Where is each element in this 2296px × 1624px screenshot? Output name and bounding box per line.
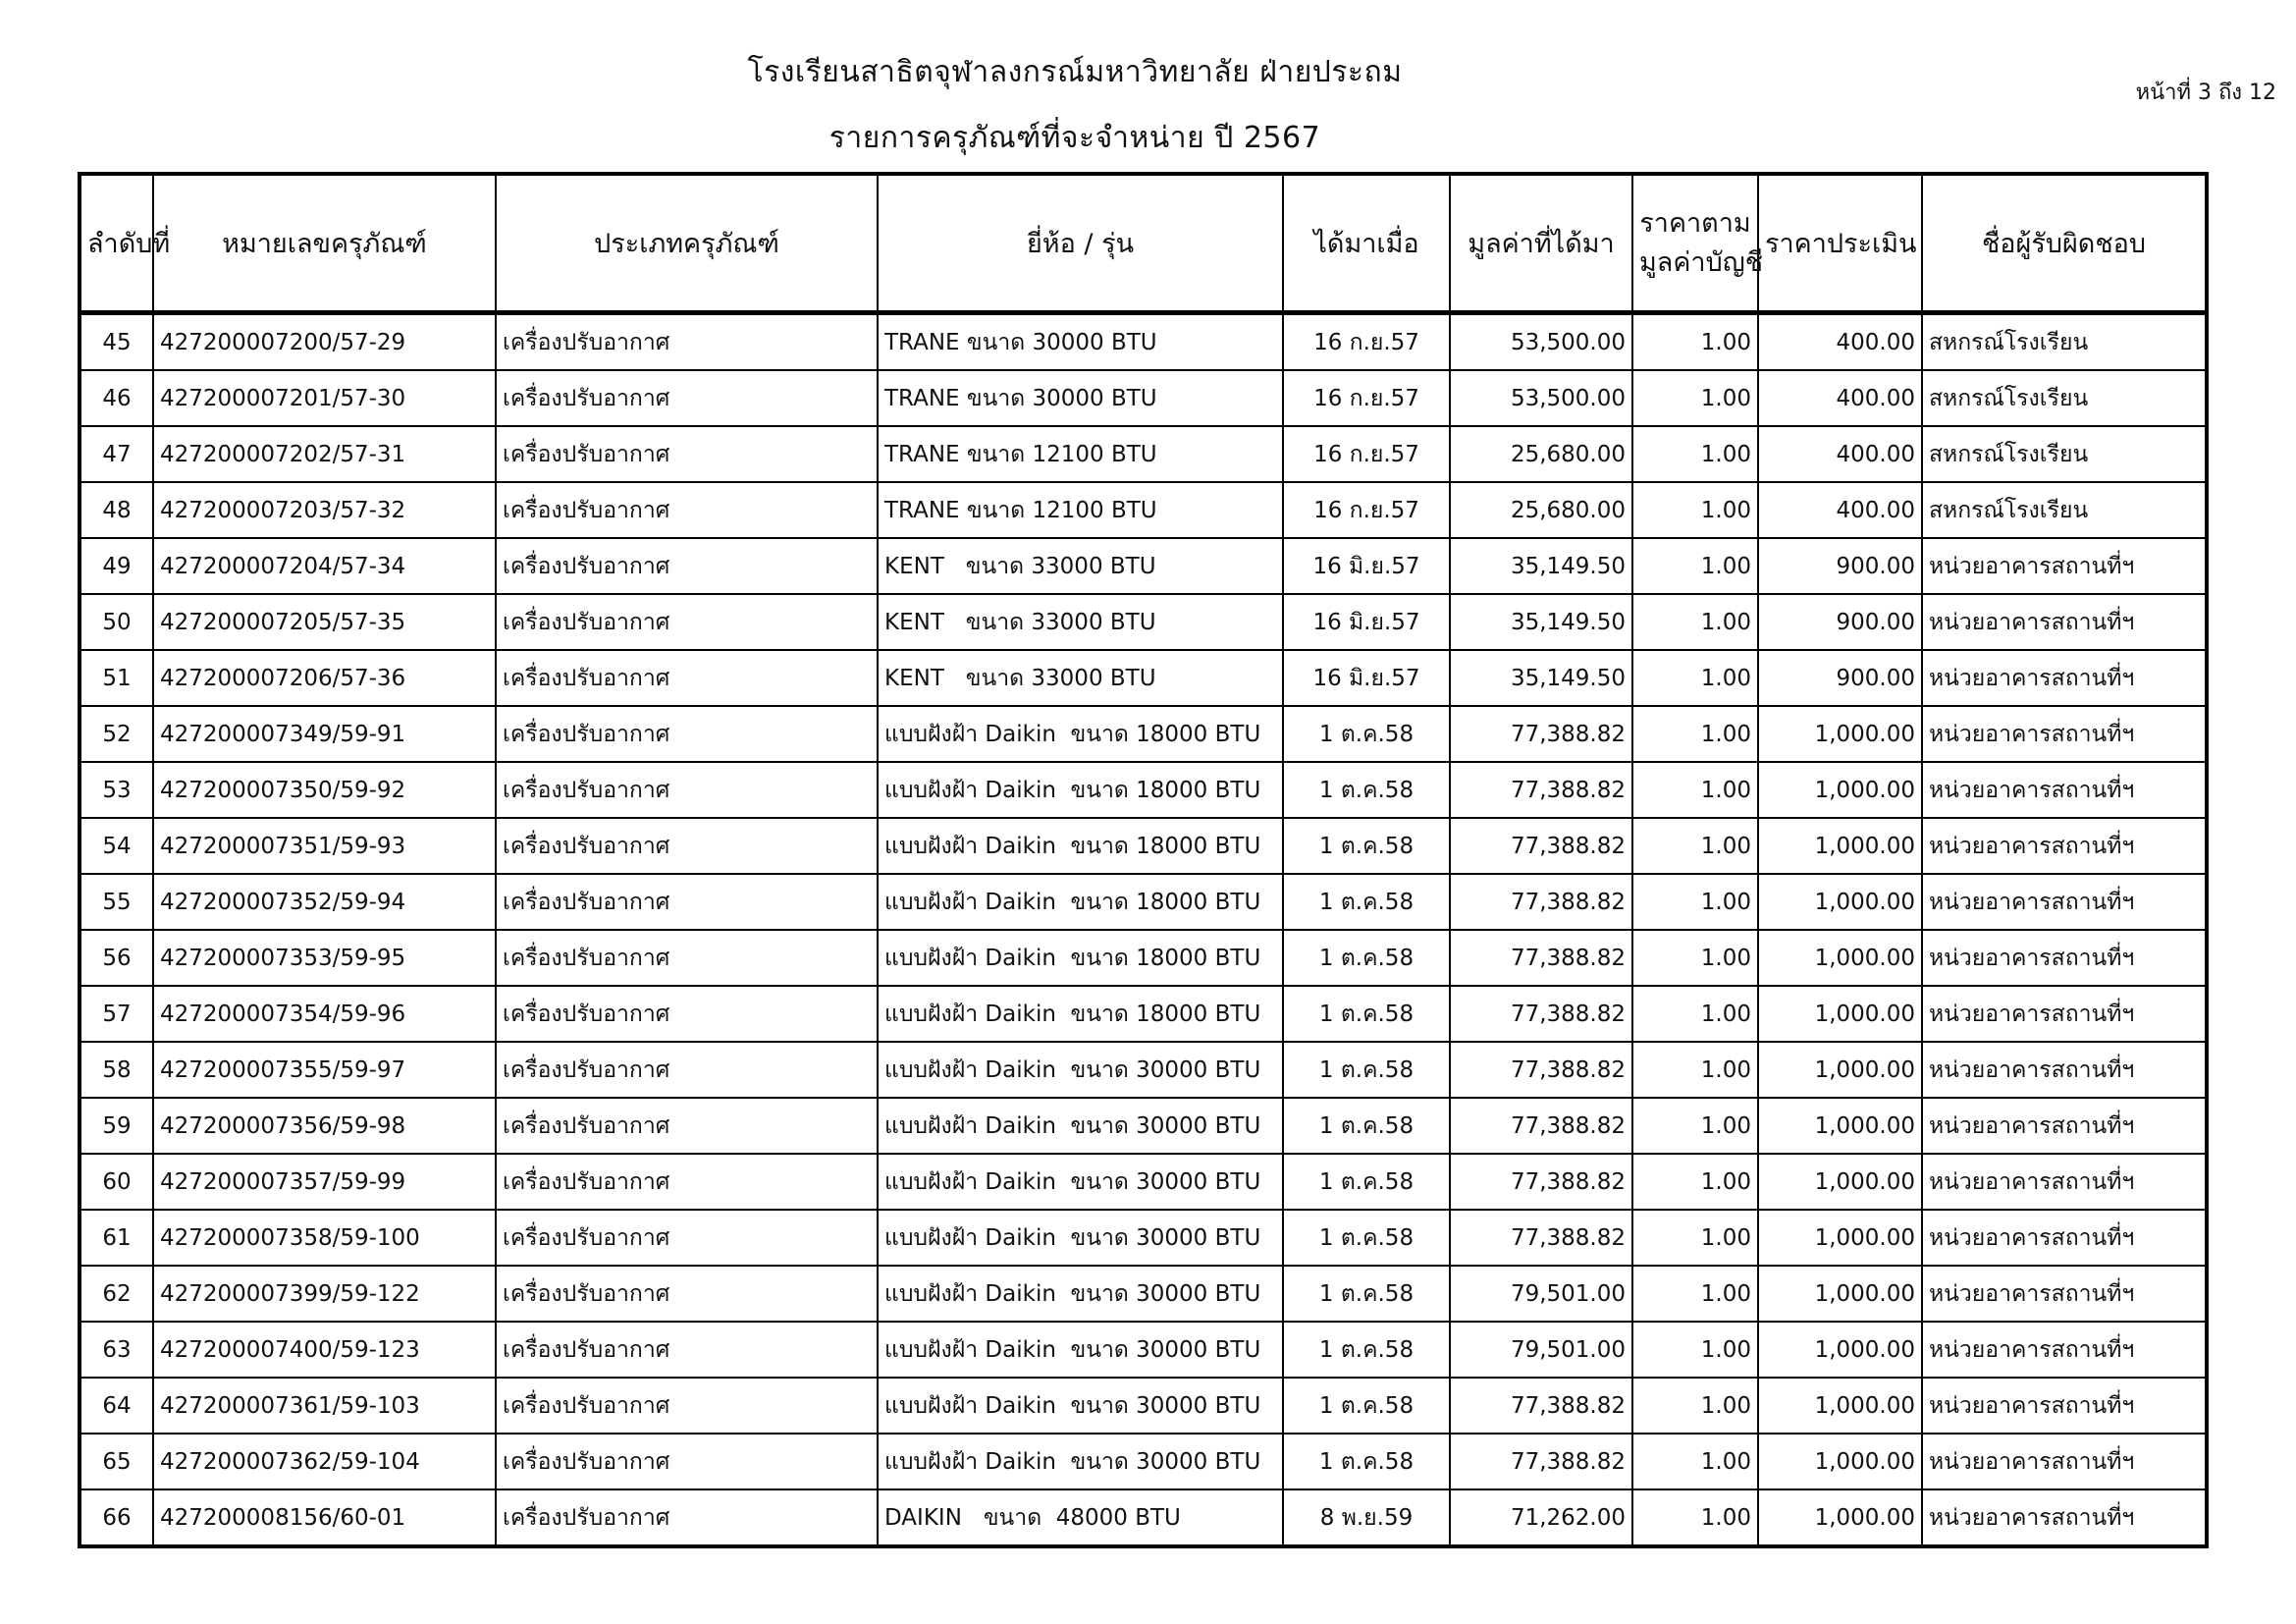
cell-book-price: 1.00 (1632, 1154, 1758, 1210)
cell-estimate: 1,000.00 (1758, 1378, 1922, 1434)
table-row (80, 874, 2207, 930)
cell-responsible: หน่วยอาคารสถานที่ฯ (1922, 1210, 2207, 1266)
cell-responsible: สหกรณ์โรงเรียน (1922, 482, 2207, 538)
cell-asset-number: 427200007358/59-100 (153, 1210, 496, 1266)
cell-asset-number: 427200007201/57-30 (153, 370, 496, 426)
cell-estimate: 400.00 (1758, 482, 1922, 538)
cell-no: 48 (80, 482, 153, 538)
cell-book-price: 1.00 (1632, 482, 1758, 538)
cell-no: 61 (80, 1210, 153, 1266)
cell-brand: แบบฝังฝ้า Daikin ขนาด 30000 BTU (878, 1210, 1283, 1266)
cell-estimate: 400.00 (1758, 313, 1922, 371)
cell-value: 25,680.00 (1450, 482, 1632, 538)
cell-asset-number: 427200007204/57-34 (153, 538, 496, 594)
cell-no: 49 (80, 538, 153, 594)
cell-value: 77,388.82 (1450, 874, 1632, 930)
cell-no: 54 (80, 818, 153, 874)
table-row (80, 986, 2207, 1042)
col-header-no: ลำดับที่ (80, 174, 153, 313)
cell-responsible: หน่วยอาคารสถานที่ฯ (1922, 1042, 2207, 1098)
cell-estimate: 1,000.00 (1758, 1154, 1922, 1210)
cell-type: เครื่องปรับอากาศ (496, 650, 878, 706)
cell-acquired: 16 ก.ย.57 (1283, 370, 1450, 426)
cell-responsible: หน่วยอาคารสถานที่ฯ (1922, 762, 2207, 818)
cell-value: 77,388.82 (1450, 1098, 1632, 1154)
table-row (80, 1266, 2207, 1322)
col-header-book-price-line1: ราคาตาม (1639, 207, 1751, 239)
cell-type: เครื่องปรับอากาศ (496, 1322, 878, 1378)
cell-value: 53,500.00 (1450, 370, 1632, 426)
cell-brand: แบบฝังฝ้า Daikin ขนาด 18000 BTU (878, 930, 1283, 986)
cell-type: เครื่องปรับอากาศ (496, 1266, 878, 1322)
col-header-responsible: ชื่อผู้รับผิดชอบ (1922, 174, 2207, 313)
cell-type: เครื่องปรับอากาศ (496, 1434, 878, 1489)
cell-acquired: 16 ก.ย.57 (1283, 426, 1450, 482)
cell-type: เครื่องปรับอากาศ (496, 1489, 878, 1546)
cell-value: 77,388.82 (1450, 762, 1632, 818)
cell-responsible: หน่วยอาคารสถานที่ฯ (1922, 538, 2207, 594)
cell-asset-number: 427200007203/57-32 (153, 482, 496, 538)
table-row (80, 1154, 2207, 1210)
cell-book-price: 1.00 (1632, 1378, 1758, 1434)
cell-brand: แบบฝังฝ้า Daikin ขนาด 30000 BTU (878, 1098, 1283, 1154)
cell-no: 66 (80, 1489, 153, 1546)
table-row (80, 482, 2207, 538)
cell-book-price: 1.00 (1632, 930, 1758, 986)
cell-brand: KENT ขนาด 33000 BTU (878, 650, 1283, 706)
cell-acquired: 16 มิ.ย.57 (1283, 594, 1450, 650)
cell-book-price: 1.00 (1632, 1098, 1758, 1154)
cell-asset-number: 427200007399/59-122 (153, 1266, 496, 1322)
cell-asset-number: 427200007205/57-35 (153, 594, 496, 650)
cell-acquired: 16 ก.ย.57 (1283, 313, 1450, 371)
cell-no: 47 (80, 426, 153, 482)
cell-type: เครื่องปรับอากาศ (496, 313, 878, 371)
cell-brand: แบบฝังฝ้า Daikin ขนาด 18000 BTU (878, 874, 1283, 930)
cell-asset-number: 427200007361/59-103 (153, 1378, 496, 1434)
cell-type: เครื่องปรับอากาศ (496, 1042, 878, 1098)
cell-responsible: สหกรณ์โรงเรียน (1922, 313, 2207, 371)
cell-book-price: 1.00 (1632, 1322, 1758, 1378)
cell-estimate: 1,000.00 (1758, 818, 1922, 874)
cell-brand: DAIKIN ขนาด 48000 BTU (878, 1489, 1283, 1546)
cell-book-price: 1.00 (1632, 594, 1758, 650)
cell-value: 35,149.50 (1450, 538, 1632, 594)
cell-no: 60 (80, 1154, 153, 1210)
col-header-estimate: ราคาประเมิน (1758, 174, 1922, 313)
cell-estimate: 400.00 (1758, 426, 1922, 482)
cell-book-price: 1.00 (1632, 1266, 1758, 1322)
cell-value: 77,388.82 (1450, 1434, 1632, 1489)
cell-responsible: หน่วยอาคารสถานที่ฯ (1922, 1266, 2207, 1322)
cell-responsible: หน่วยอาคารสถานที่ฯ (1922, 1322, 2207, 1378)
document-title: โรงเรียนสาธิตจุฬาลงกรณ์มหาวิทยาลัย ฝ่ายประถม (747, 55, 1403, 89)
cell-acquired: 1 ต.ค.58 (1283, 1378, 1450, 1434)
cell-estimate: 1,000.00 (1758, 1266, 1922, 1322)
cell-acquired: 1 ต.ค.58 (1283, 1322, 1450, 1378)
cell-book-price: 1.00 (1632, 313, 1758, 371)
cell-estimate: 1,000.00 (1758, 1098, 1922, 1154)
cell-value: 79,501.00 (1450, 1322, 1632, 1378)
cell-acquired: 8 พ.ย.59 (1283, 1489, 1450, 1546)
cell-acquired: 1 ต.ค.58 (1283, 818, 1450, 874)
cell-asset-number: 427200007200/57-29 (153, 313, 496, 371)
cell-estimate: 1,000.00 (1758, 1042, 1922, 1098)
cell-brand: KENT ขนาด 33000 BTU (878, 538, 1283, 594)
cell-value: 77,388.82 (1450, 1210, 1632, 1266)
cell-responsible: สหกรณ์โรงเรียน (1922, 370, 2207, 426)
cell-book-price: 1.00 (1632, 986, 1758, 1042)
cell-asset-number: 427200008156/60-01 (153, 1489, 496, 1546)
cell-type: เครื่องปรับอากาศ (496, 482, 878, 538)
cell-no: 45 (80, 313, 153, 371)
col-header-type: ประเภทครุภัณฑ์ (496, 174, 878, 313)
cell-responsible: หน่วยอาคารสถานที่ฯ (1922, 818, 2207, 874)
cell-asset-number: 427200007353/59-95 (153, 930, 496, 986)
cell-asset-number: 427200007354/59-96 (153, 986, 496, 1042)
table-row (80, 1042, 2207, 1098)
cell-brand: TRANE ขนาด 30000 BTU (878, 370, 1283, 426)
asset-disposal-table (78, 172, 2209, 1548)
cell-value: 53,500.00 (1450, 313, 1632, 371)
table-row (80, 1210, 2207, 1266)
cell-type: เครื่องปรับอากาศ (496, 538, 878, 594)
cell-type: เครื่องปรับอากาศ (496, 986, 878, 1042)
cell-responsible: หน่วยอาคารสถานที่ฯ (1922, 1098, 2207, 1154)
col-header-book-price (1632, 174, 1764, 313)
cell-responsible: หน่วยอาคารสถานที่ฯ (1922, 874, 2207, 930)
cell-no: 52 (80, 706, 153, 762)
cell-no: 46 (80, 370, 153, 426)
table-row (80, 538, 2207, 594)
cell-acquired: 1 ต.ค.58 (1283, 1098, 1450, 1154)
cell-book-price: 1.00 (1632, 818, 1758, 874)
table-row (80, 426, 2207, 482)
cell-value: 79,501.00 (1450, 1266, 1632, 1322)
cell-acquired: 1 ต.ค.58 (1283, 762, 1450, 818)
cell-estimate: 400.00 (1758, 370, 1922, 426)
table-row (80, 1489, 2207, 1546)
cell-no: 58 (80, 1042, 153, 1098)
cell-value: 71,262.00 (1450, 1489, 1632, 1546)
cell-book-price: 1.00 (1632, 1434, 1758, 1489)
cell-book-price: 1.00 (1632, 874, 1758, 930)
cell-book-price: 1.00 (1632, 706, 1758, 762)
cell-book-price: 1.00 (1632, 1042, 1758, 1098)
table-row (80, 594, 2207, 650)
cell-brand: แบบฝังฝ้า Daikin ขนาด 18000 BTU (878, 706, 1283, 762)
cell-no: 59 (80, 1098, 153, 1154)
cell-asset-number: 427200007357/59-99 (153, 1154, 496, 1210)
table-header-row (80, 174, 2207, 313)
cell-acquired: 1 ต.ค.58 (1283, 1266, 1450, 1322)
cell-estimate: 1,000.00 (1758, 762, 1922, 818)
cell-type: เครื่องปรับอากาศ (496, 1210, 878, 1266)
cell-type: เครื่องปรับอากาศ (496, 1378, 878, 1434)
table-row (80, 1322, 2207, 1378)
cell-no: 55 (80, 874, 153, 930)
cell-asset-number: 427200007356/59-98 (153, 1098, 496, 1154)
table-row (80, 930, 2207, 986)
cell-responsible: หน่วยอาคารสถานที่ฯ (1922, 1378, 2207, 1434)
cell-book-price: 1.00 (1632, 762, 1758, 818)
cell-estimate: 1,000.00 (1758, 1489, 1922, 1546)
cell-estimate: 1,000.00 (1758, 1322, 1922, 1378)
table-row (80, 313, 2207, 371)
document-subtitle: รายการครุภัณฑ์ที่จะจำหน่าย ปี 2567 (828, 121, 1321, 155)
cell-asset-number: 427200007351/59-93 (153, 818, 496, 874)
cell-brand: TRANE ขนาด 30000 BTU (878, 313, 1283, 371)
cell-responsible: หน่วยอาคารสถานที่ฯ (1922, 650, 2207, 706)
col-header-brand: ยี่ห้อ / รุ่น (878, 174, 1283, 313)
cell-acquired: 16 ก.ย.57 (1283, 482, 1450, 538)
cell-asset-number: 427200007349/59-91 (153, 706, 496, 762)
cell-no: 63 (80, 1322, 153, 1378)
cell-book-price: 1.00 (1632, 370, 1758, 426)
cell-brand: KENT ขนาด 33000 BTU (878, 594, 1283, 650)
cell-type: เครื่องปรับอากาศ (496, 370, 878, 426)
cell-value: 77,388.82 (1450, 986, 1632, 1042)
cell-asset-number: 427200007352/59-94 (153, 874, 496, 930)
table-row (80, 1098, 2207, 1154)
cell-book-price: 1.00 (1632, 1210, 1758, 1266)
cell-value: 77,388.82 (1450, 706, 1632, 762)
cell-no: 50 (80, 594, 153, 650)
cell-type: เครื่องปรับอากาศ (496, 1154, 878, 1210)
cell-asset-number: 427200007350/59-92 (153, 762, 496, 818)
cell-book-price: 1.00 (1632, 650, 1758, 706)
cell-asset-number: 427200007202/57-31 (153, 426, 496, 482)
cell-acquired: 1 ต.ค.58 (1283, 1042, 1450, 1098)
cell-book-price: 1.00 (1632, 1489, 1758, 1546)
col-header-acquired: ได้มาเมื่อ (1283, 174, 1450, 313)
table-row (80, 818, 2207, 874)
table-row (80, 650, 2207, 706)
cell-no: 53 (80, 762, 153, 818)
cell-value: 77,388.82 (1450, 930, 1632, 986)
cell-type: เครื่องปรับอากาศ (496, 706, 878, 762)
cell-brand: TRANE ขนาด 12100 BTU (878, 426, 1283, 482)
cell-estimate: 1,000.00 (1758, 874, 1922, 930)
cell-brand: แบบฝังฝ้า Daikin ขนาด 18000 BTU (878, 762, 1283, 818)
cell-type: เครื่องปรับอากาศ (496, 1098, 878, 1154)
cell-acquired: 1 ต.ค.58 (1283, 1210, 1450, 1266)
cell-value: 35,149.50 (1450, 650, 1632, 706)
cell-brand: แบบฝังฝ้า Daikin ขนาด 30000 BTU (878, 1434, 1283, 1489)
cell-asset-number: 427200007206/57-36 (153, 650, 496, 706)
cell-type: เครื่องปรับอากาศ (496, 762, 878, 818)
cell-responsible: หน่วยอาคารสถานที่ฯ (1922, 594, 2207, 650)
cell-no: 51 (80, 650, 153, 706)
col-header-book-price-line2: มูลค่าบัญชี (1639, 246, 1764, 278)
cell-brand: แบบฝังฝ้า Daikin ขนาด 30000 BTU (878, 1378, 1283, 1434)
cell-no: 56 (80, 930, 153, 986)
col-header-value: มูลค่าที่ได้มา (1450, 174, 1632, 313)
cell-value: 77,388.82 (1450, 818, 1632, 874)
cell-asset-number: 427200007355/59-97 (153, 1042, 496, 1098)
cell-asset-number: 427200007400/59-123 (153, 1322, 496, 1378)
cell-responsible: สหกรณ์โรงเรียน (1922, 426, 2207, 482)
cell-acquired: 1 ต.ค.58 (1283, 1434, 1450, 1489)
table-row (80, 370, 2207, 426)
col-header-asset-number: หมายเลขครุภัณฑ์ (153, 174, 496, 313)
cell-responsible: หน่วยอาคารสถานที่ฯ (1922, 1434, 2207, 1489)
cell-brand: แบบฝังฝ้า Daikin ขนาด 18000 BTU (878, 818, 1283, 874)
cell-asset-number: 427200007362/59-104 (153, 1434, 496, 1489)
table-row (80, 706, 2207, 762)
cell-acquired: 1 ต.ค.58 (1283, 1154, 1450, 1210)
cell-type: เครื่องปรับอากาศ (496, 426, 878, 482)
cell-brand: แบบฝังฝ้า Daikin ขนาด 30000 BTU (878, 1154, 1283, 1210)
cell-no: 62 (80, 1266, 153, 1322)
cell-acquired: 1 ต.ค.58 (1283, 930, 1450, 986)
cell-estimate: 900.00 (1758, 594, 1922, 650)
page-indicator: หน้าที่ 3 ถึง 12 (2135, 81, 2276, 105)
cell-estimate: 1,000.00 (1758, 930, 1922, 986)
cell-estimate: 1,000.00 (1758, 706, 1922, 762)
cell-book-price: 1.00 (1632, 426, 1758, 482)
cell-value: 35,149.50 (1450, 594, 1632, 650)
table-row (80, 762, 2207, 818)
cell-responsible: หน่วยอาคารสถานที่ฯ (1922, 986, 2207, 1042)
cell-acquired: 16 มิ.ย.57 (1283, 650, 1450, 706)
cell-acquired: 16 มิ.ย.57 (1283, 538, 1450, 594)
cell-brand: แบบฝังฝ้า Daikin ขนาด 30000 BTU (878, 1322, 1283, 1378)
cell-brand: TRANE ขนาด 12100 BTU (878, 482, 1283, 538)
cell-type: เครื่องปรับอากาศ (496, 874, 878, 930)
cell-type: เครื่องปรับอากาศ (496, 930, 878, 986)
cell-acquired: 1 ต.ค.58 (1283, 874, 1450, 930)
cell-responsible: หน่วยอาคารสถานที่ฯ (1922, 1154, 2207, 1210)
cell-brand: แบบฝังฝ้า Daikin ขนาด 18000 BTU (878, 986, 1283, 1042)
cell-estimate: 900.00 (1758, 538, 1922, 594)
cell-estimate: 1,000.00 (1758, 1210, 1922, 1266)
cell-value: 77,388.82 (1450, 1154, 1632, 1210)
cell-responsible: หน่วยอาคารสถานที่ฯ (1922, 930, 2207, 986)
cell-brand: แบบฝังฝ้า Daikin ขนาด 30000 BTU (878, 1266, 1283, 1322)
cell-acquired: 1 ต.ค.58 (1283, 706, 1450, 762)
cell-estimate: 900.00 (1758, 650, 1922, 706)
table-row (80, 1378, 2207, 1434)
cell-no: 65 (80, 1434, 153, 1489)
cell-estimate: 1,000.00 (1758, 986, 1922, 1042)
cell-responsible: หน่วยอาคารสถานที่ฯ (1922, 1489, 2207, 1546)
cell-type: เครื่องปรับอากาศ (496, 818, 878, 874)
cell-no: 57 (80, 986, 153, 1042)
cell-acquired: 1 ต.ค.58 (1283, 986, 1450, 1042)
cell-type: เครื่องปรับอากาศ (496, 594, 878, 650)
cell-estimate: 1,000.00 (1758, 1434, 1922, 1489)
cell-brand: แบบฝังฝ้า Daikin ขนาด 30000 BTU (878, 1042, 1283, 1098)
cell-value: 77,388.82 (1450, 1378, 1632, 1434)
cell-responsible: หน่วยอาคารสถานที่ฯ (1922, 706, 2207, 762)
table-row (80, 1434, 2207, 1489)
cell-value: 77,388.82 (1450, 1042, 1632, 1098)
cell-book-price: 1.00 (1632, 538, 1758, 594)
cell-no: 64 (80, 1378, 153, 1434)
cell-value: 25,680.00 (1450, 426, 1632, 482)
